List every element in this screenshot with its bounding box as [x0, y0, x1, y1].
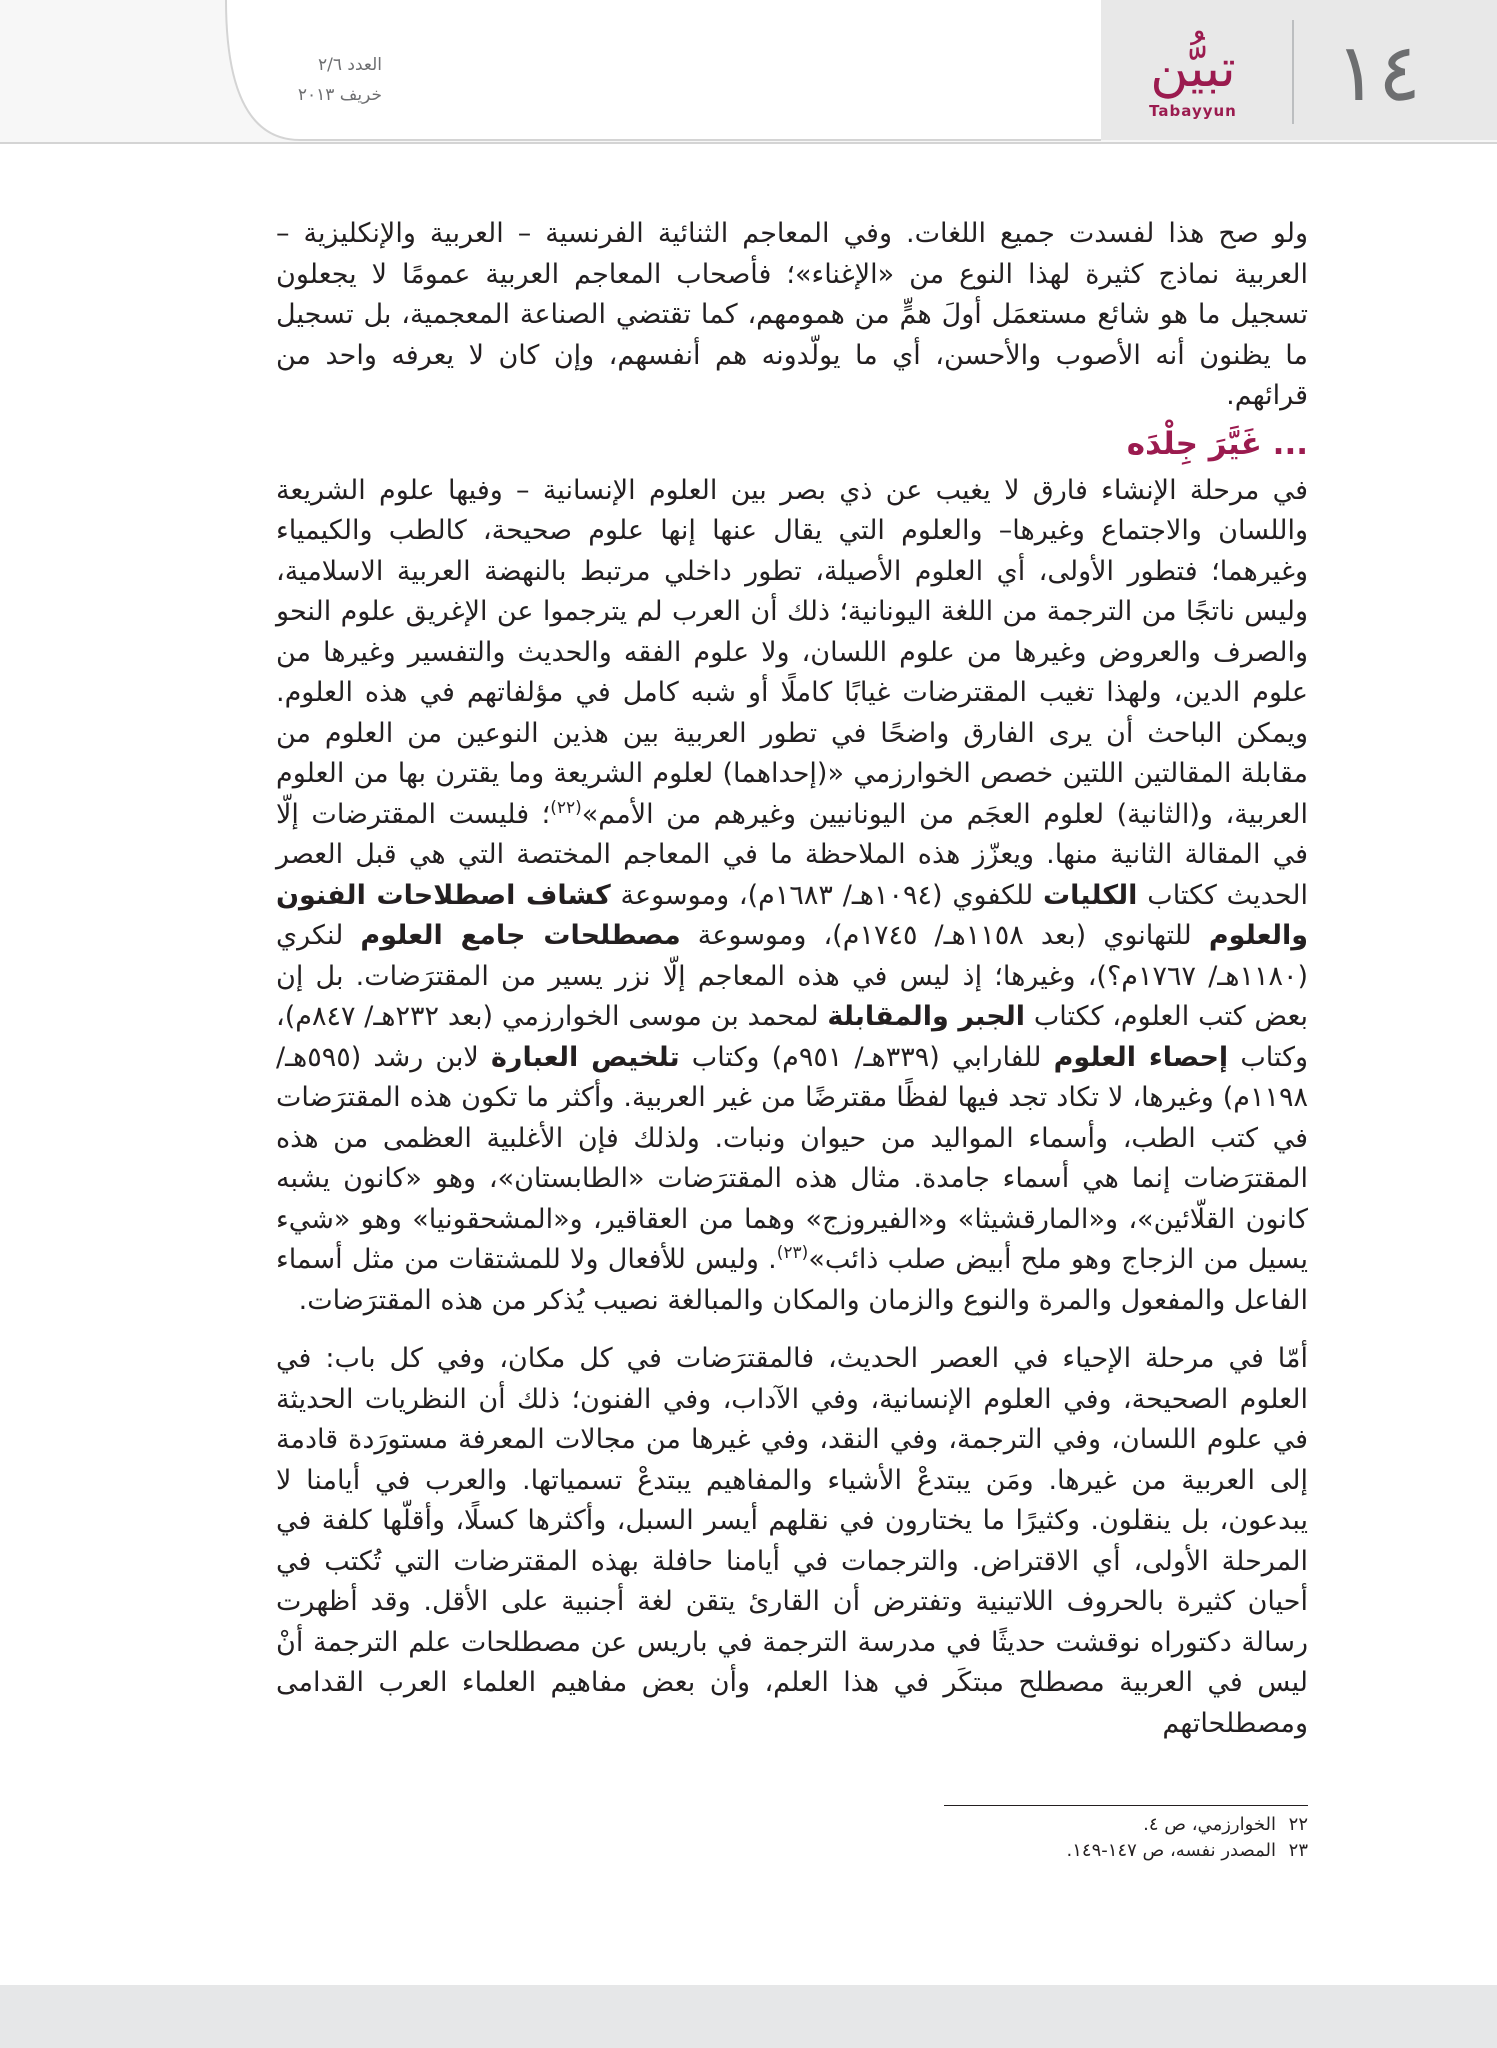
- book-title: إحصاء العلوم: [1053, 1041, 1229, 1073]
- book-title: الكليات: [1043, 879, 1138, 911]
- page-number: ١٤: [1335, 26, 1421, 119]
- book-title: كشاف اصطلاحات الفنون والعلوم: [276, 879, 1309, 951]
- footnotes: [276, 1812, 1308, 1864]
- issue-info: [262, 50, 382, 110]
- footnote-ref-23[interactable]: (٢٣): [776, 1243, 809, 1263]
- paragraph-3: أمّا في مرحلة الإحياء في العصر الحديث، فالمقترَضات في كل مكان، وفي كل باب: في العلوم الصحيحة، وفي العلوم الإنسانية، وفي الآداب، وفي الفنون؛ ذلك أن النظريات الحديثة في علوم اللسان، وفي الترجمة، وفي النقد، وفي غيرها من مجالات المعرفة مستورَدة قادمة إلى العربية من غيرها. ومَن يبتدعْ الأشياء والمفاهيم يبتدعْ تسمياتها. والعرب في أيامنا لا يبدعون، بل ينقلون. وكثيرًا ما يختارون في نقلهم أيسر السبل، وأكثرها كسلًا، وأقلّها كلفة في المرحلة الأولى، أي الاقتراض. والترجمات في أيامنا حافلة بهذه المقترضات التي تُكتب في أحيان كثيرة بالحروف اللاتينية وتفترض أن القارئ يتقن لغة أجنبية على الأقل. وقد أظهرت رسالة دكتوراه نوقشت حديثًا في مدرسة الترجمة في باريس عن مصطلحات علم الترجمة أنْ ليس في العربية مصطلح مبتكَر في هذا العلم، وأن بعض مفاهيم العلماء العرب القدامى ومصطلحاتهم: [276, 1343, 1308, 1739]
- text-run: للفارابي (٣٣٩هـ/ ٩٥١م) وكتاب: [679, 1041, 1054, 1073]
- text-run: . وليس للأفعال ولا للمشتقات من مثل أسماء الفاعل والمفعول والمرة والنوع والزمان والمكان والمبالغة نصيب يُذكر من هذه المقترَضات.: [276, 1244, 1308, 1316]
- issue-season: خريف ٢٠١٣: [297, 85, 382, 105]
- book-title: الجبر والمقابلة: [827, 1001, 1026, 1032]
- footnote-23: [276, 1838, 1308, 1864]
- footnote-text: المصدر نفسه، ص ١٤٧-١٤٩.: [1066, 1840, 1276, 1861]
- header-divider: [1292, 20, 1294, 124]
- footnote-22: [276, 1812, 1308, 1838]
- header-curve-border: [0, 0, 1497, 150]
- article-body: [276, 214, 1308, 1744]
- book-title: مصطلحات جامع العلوم: [360, 920, 681, 951]
- logo-latin: Tabayyun: [1149, 102, 1237, 120]
- footnote-number: ٢٣: [1288, 1840, 1308, 1861]
- text-run: لنكري (١١٨٠هـ/ ١٧٦٧م؟)، وغيرها؛ إذ ليس في هذه المعاجم إلّا نزر يسير من المقترَضات. بل إن بعض كتب العلوم، ككتاب: [276, 920, 1309, 1032]
- footnote-ref-22[interactable]: (٢٢): [550, 797, 582, 818]
- journal-logo: [1118, 38, 1268, 128]
- text-run: في مرحلة الإنشاء فارق لا يغيب عن ذي بصر بين العلوم الإنسانية – وفيها علوم الشريعة واللسان والاجتماع وغيرها– والعلوم التي يقال عنها إنها علوم صحيحة، كالطب والكيمياء وغيرهما؛ فتطور الأولى، أي العلوم الأصيلة، تطور داخلي مرتبط بالنهضة العربية الاسلامية، وليس ناتجًا من الترجمة من اللغة اليونانية؛ ذلك أن العرب لم يترجموا عن الإغريق علوم النحو والصرف والعروض وغيرها من علوم اللسان، ولا علوم الفقه والحديث والتفسير وغيرها من علوم الدين، ولهذا تغيب المقترضات غيابًا كاملًا أو شبه كامل في مؤلفاتهم في هذه العلوم. ويمكن الباحث أن يرى الفارق واضحًا في تطور العربية بين هذين النوعين من العلوم من مقابلة المقالتين اللتين خصص الخوارزمي «(إحداهما) لعلوم الشريعة وما يقترن بها من العلوم العربية، و(الثانية) لعلوم العجَم من اليونانيين وغيرهم من الأمم»: [276, 474, 1308, 830]
- paragraph-1: ولو صح هذا لفسدت جميع اللغات. وفي المعاجم الثنائية الفرنسية – العربية والإنكليزية – العربية نماذج كثيرة لهذا النوع من «الإغناء»؛ فأصحاب المعاجم العربية عمومًا لا يجعلون تسجيل ما هو شائع مستعمَل أولَ همٍّ من همومهم، كما تقتضي الصناعة المعجمية، بل تسجيل ما يظنون أنه الأصوب والأحسن، أي ما يولّدونه هم أنفسهم، وإن كان لا يعرفه واحد من قرائهم.: [276, 218, 1308, 411]
- section-heading: ... غَيَّرَ جِلْدَه: [1126, 425, 1308, 462]
- footnote-number: ٢٢: [1288, 1814, 1308, 1835]
- text-run: لابن رشد (٥٩٥هـ/ ١١٩٨م) وغيرها، لا تكاد تجد فيها لفظًا مقترضًا من غير العربية. وأكثر ما تكون هذه المقترَضات في كتب الطب، وأسماء المواليد من حيوان ونبات. ولذلك فإن الأغلبية العظمى من هذه المقترَضات إنما هي أسماء جامدة. مثال هذه المقترَضات «الطابستان»، وهو «كانون يشبه كانون القلّائين»، و«المارقشيثا» و«الفيروزج» وهما من العقاقير، و«المشحقونيا» وهو «شيء يسيل من الزجاج وهو ملح أبيض صلب ذائب»: [276, 1041, 1308, 1275]
- text-run: لمحمد بن موسى الخوارزمي (بعد ٢٣٢هـ/ ٨٤٧م)، وكتاب: [276, 1001, 1309, 1073]
- text-run: للتهانوي (بعد ١١٥٨هـ/ ١٧٤٥م)، وموسوعة: [680, 920, 1209, 951]
- footnote-text: الخوارزمي، ص ٤.: [1143, 1814, 1276, 1835]
- logo-arabic: تبيُّن: [1150, 39, 1236, 99]
- text-run: للكفوي (١٠٩٤هـ/ ١٦٨٣م)، وموسوعة: [610, 879, 1044, 911]
- footer-band: [0, 1985, 1497, 2048]
- footnote-separator: [944, 1805, 1308, 1806]
- paragraph-2: [276, 471, 1308, 1322]
- book-title: تلخيص العبارة: [490, 1041, 680, 1073]
- text-run: ؛ فليست المقترضات إلّا في المقالة الثانية منها. ويعزّز هذه الملاحظة ما في المعاجم المختصة التي هي قبل العصر الحديث ككتاب: [276, 798, 1309, 911]
- issue-number: العدد ٢/٦: [317, 55, 382, 75]
